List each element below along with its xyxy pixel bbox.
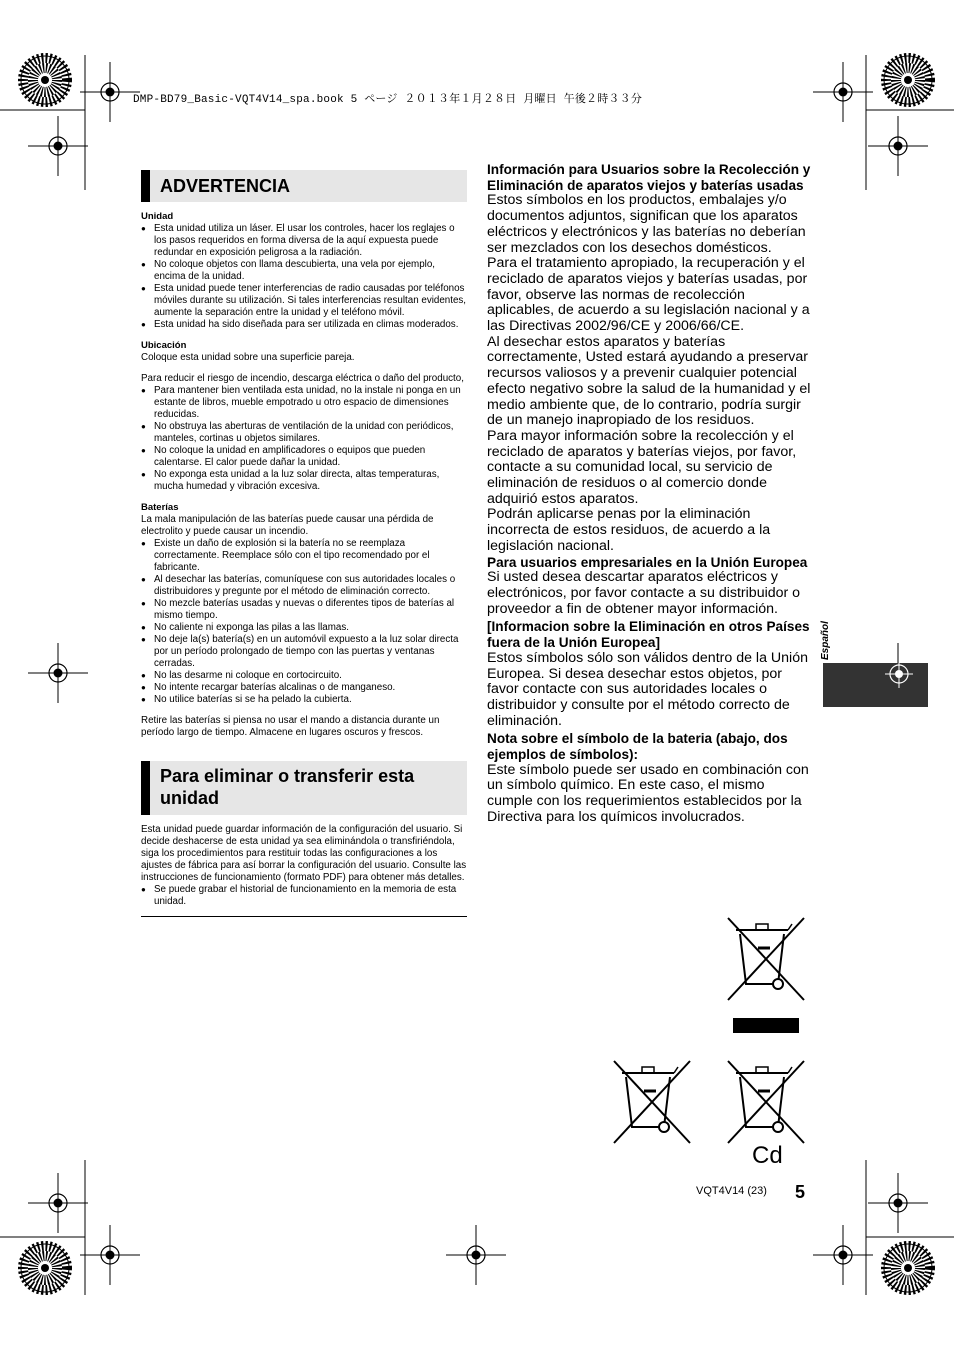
advertencia-heading: ADVERTENCIA [141, 170, 467, 202]
info-paragraph-2: Para el tratamiento apropiado, la recuperación y el reciclado de aparatos viejos y baterías usadas, por favor, observe las normas de recolección aplicables, de acuerdo a su legislación nacional y a las Directivas 2002/96/CE y 2006/66/CE. [487, 255, 810, 335]
ubicacion-text: Coloque esta unidad sobre una superficie pareja. [141, 352, 355, 363]
baterias-intro: La mala manipulación de las baterías puede causar una pérdida de electrolito y puede causar un incendio. [141, 514, 434, 537]
battery-note-text: Este símbolo puede ser usado en combinación con un símbolo químico. En este caso, el mismo cumple con los requerimientos establecidos por la Directiva para los químicos involucrados. [487, 761, 809, 825]
info-paragraph-5: Podrán aplicarse penas por la eliminación incorrecta de estos residuos, de acuerdo a la legislación nacional. [487, 506, 771, 554]
eliminar-text: Esta unidad puede guardar información de la configuración del usuario. Si decide deshacerse de esta unidad ya sea eliminándola o transfiriéndola, siga los procedimientos para restituir todas las configuraciones a los ajustes de fábrica para así borrar la configuración del usuario. Consulte las instrucciones de funcionamiento (formato PDF) para obtener más detalles. [141, 824, 467, 883]
list-item: ● No caliente ni exponga las pilas a las llamas. [141, 622, 467, 634]
list-item: ● Se puede grabar el historial de funcionamiento en la memoria de esta unidad. [141, 884, 467, 908]
list-item: ● Al desechar las baterías, comuníquese con sus autoridades locales o distribuidores y pregunte por el método de eliminación correcto. [141, 574, 467, 598]
outside-eu-heading: [Informacion sobre la Eliminación en otros Países fuera de la Unión Europea] [487, 619, 810, 651]
info-paragraph-4: Para mayor información sobre la recolección y el reciclado de aparatos y baterías viejos, por favor, contacte a su comunidad local, su servicio de eliminación de residuos o al comercio donde adquirió estos aparatos. [487, 427, 797, 507]
business-heading: Para usuarios empresariales en la Unión Europea [487, 554, 808, 570]
list-item: ● No mezcle baterías usadas y nuevas o diferentes tipos de baterías al mismo tiempo. [141, 598, 467, 622]
wheelie-bin-icon [728, 918, 804, 1000]
cd-chemical-symbol: Cd [752, 1142, 783, 1169]
list-item: ● Esta unidad puede tener interferencias de radio causadas por teléfonos móviles durante su utilización. Si tales interferencias resultan evidentes, aumente la separación entre la unidad y el teléfono móvil. [141, 283, 467, 319]
footer-code: VQT4V14 (23) [696, 1185, 767, 1197]
tab-crosshair-icon [885, 660, 913, 688]
list-item: ● Esta unidad ha sido diseñada para ser utilizada en climas moderados. [141, 319, 467, 331]
list-item: ● Existe un daño de explosión si la batería no se reemplaza correctamente. Reemplace sólo con el tipo recomendado por el fabricante. [141, 538, 467, 574]
list-item: ● Para mantener bien ventilada esta unidad, no la instale ni ponga en un estante de libros, mueble empotrado u otro espacio de dimensiones reducidas. [141, 385, 467, 421]
list-item: ● No utilice baterías si se ha pelado la cubierta. [141, 694, 467, 706]
unidad-heading: Unidad [141, 211, 174, 222]
info-heading: Información para Usuarios sobre la Recolección y Eliminación de aparatos viejos y baterías usadas [487, 162, 811, 193]
info-paragraph-3: Al desechar estos aparatos y baterías correctamente, Usted estará ayudando a preservar recursos valiosos y a prevenir cualquier potencial efecto negativo sobre la salud de la humanidad y el medio ambiente que, de lo contrario, podría surgir de un manejo inapropiado de los residuos. [487, 333, 811, 429]
outside-eu-text: Estos símbolos sólo son válidos dentro de la Unión Europea. Si desea desechar estos objetos, por favor contacte con sus autoridades locales o distribuidor y consulte por el método correcto de eliminación. [487, 649, 808, 729]
battery-note-heading: Nota sobre el símbolo de la bateria (abajo, dos ejemplos de símbolos): [487, 731, 788, 763]
info-paragraph-1: Estos símbolos en los productos, embalajes y/o documentos adjuntos, significan que los aparatos eléctricos y electrónicos y las baterías no deberían ser mezclados con los desechos domésticos. [487, 192, 806, 256]
wheelie-bin-icon [728, 1061, 804, 1143]
language-label [820, 610, 836, 660]
baterias-heading: Baterías [141, 502, 179, 513]
business-text: Si usted desea descartar aparatos eléctricos y electrónicos, por favor contacte a su distribuidor o proveedor a fin de obtener mayor información. [487, 569, 801, 617]
ubicacion-intro: Para reducir el riesgo de incendio, descarga eléctrica o daño del producto, [141, 373, 464, 384]
list-item: ● No coloque la unidad en amplificadores o equipos que pueden calentarse. El calor puede dañar la unidad. [141, 445, 467, 469]
list-item: ● No deje la(s) batería(s) en un automóvil expuesto a la luz solar directa por un período prolongado de tiempo con las puertas y ventanas cerradas. [141, 634, 467, 670]
eliminar-heading-line2: unidad [160, 788, 219, 808]
list-item: ● Esta unidad utiliza un láser. El usar los controles, hacer los reglajes o los pasos requeridos en forma diversa de la aquí expuesta puede redundar en exposición peligrosa a la radiación. [141, 223, 467, 259]
list-item: ● No intente recargar baterías alcalinas o de manganeso. [141, 682, 467, 694]
baterias-closing: Retire las baterías si piensa no usar el mando a distancia durante un período largo de tiempo. Almacene en lugares oscuros y frescos. [141, 715, 440, 738]
list-item: ● No obstruya las aberturas de ventilación de la unidad con periódicos, manteles, cortinas u objetos similares. [141, 421, 467, 445]
eliminar-heading-line1: Para eliminar o transferir esta [160, 766, 415, 786]
wheelie-bin-icon [614, 1061, 690, 1143]
language-text: Español [820, 621, 831, 660]
list-item: ● No las desarme ni coloque en cortocircuito. [141, 670, 467, 682]
solid-bar-symbol [733, 1018, 799, 1033]
page-number: 5 [795, 1182, 806, 1202]
ubicacion-heading: Ubicación [141, 340, 187, 351]
list-item: ● No coloque objetos con llama descubierta, una vela por ejemplo, encima de la unidad. [141, 259, 467, 283]
list-item: ● No exponga esta unidad a la luz solar directa, altas temperaturas, mucha humedad y vibración excesiva. [141, 469, 467, 493]
file-header-line: DMP-BD79_Basic-VQT4V14_spa.book 5 ページ ２０１３年１月２８日 月曜日 午後２時３３分 [133, 94, 643, 106]
